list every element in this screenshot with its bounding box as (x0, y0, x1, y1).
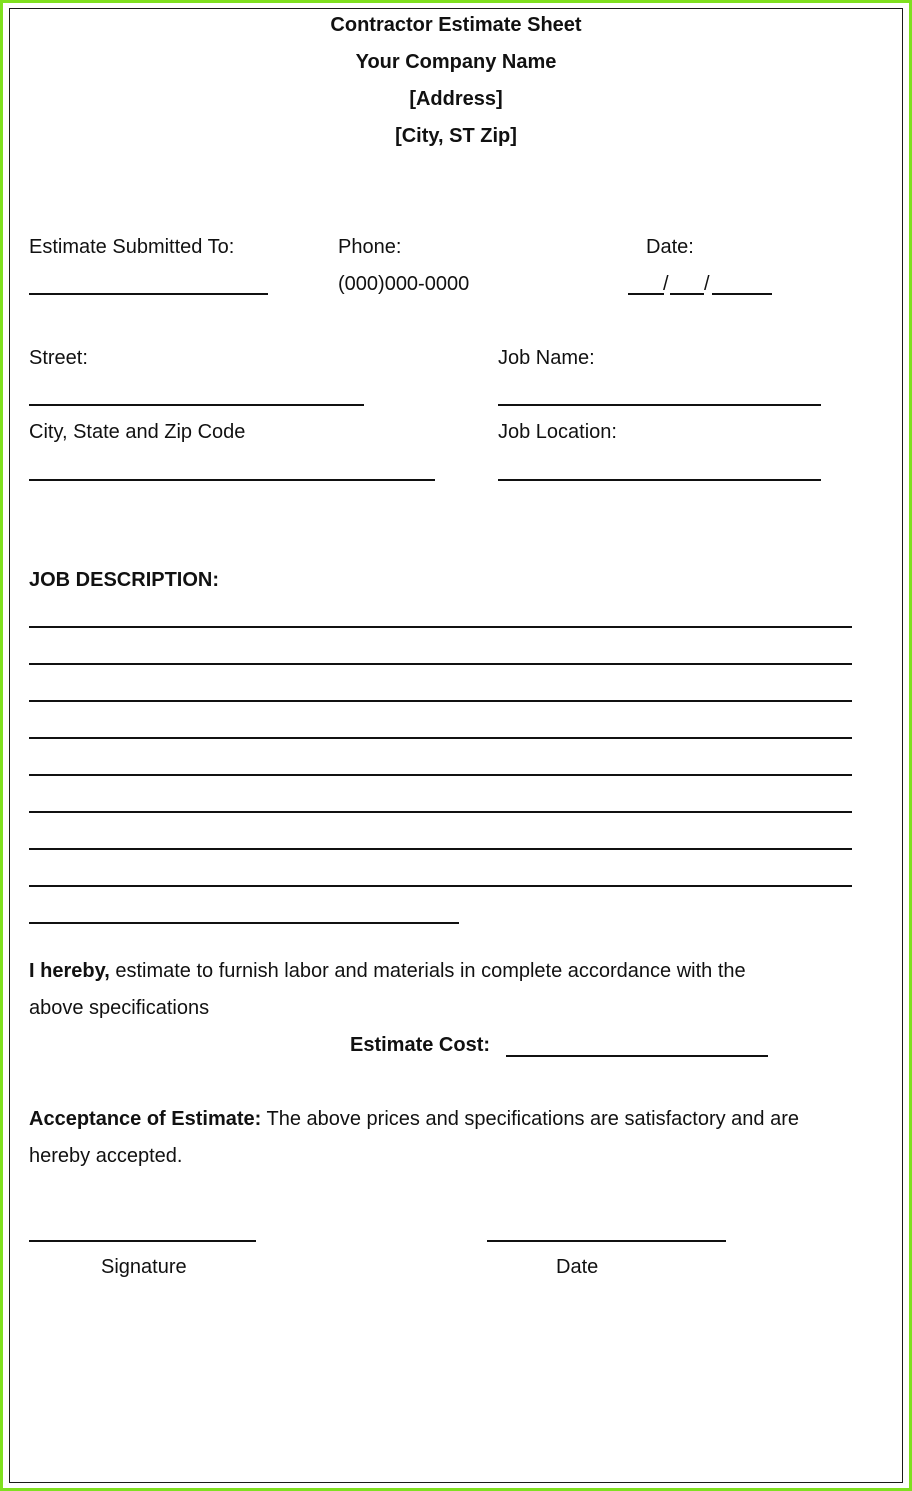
acceptance-text-continued: hereby accepted. (29, 1145, 183, 1167)
job-description-line[interactable] (29, 774, 852, 776)
document-title: Contractor Estimate Sheet (330, 14, 582, 36)
signature-date-label: Date (556, 1256, 599, 1278)
date-separator: / (663, 273, 669, 295)
date-month-line[interactable] (628, 293, 664, 295)
acceptance-statement (29, 1108, 799, 1131)
hereby-statement (29, 960, 746, 983)
acceptance-bold: Acceptance of Estimate: (29, 1108, 262, 1130)
signature-line[interactable] (29, 1240, 256, 1242)
job-description-line[interactable] (29, 700, 852, 702)
date-day-line[interactable] (670, 293, 704, 295)
company-address: [Address] (409, 88, 503, 110)
job-name-label: Job Name: (498, 347, 595, 369)
submitted-to-line[interactable] (29, 293, 268, 295)
job-description-line[interactable] (29, 663, 852, 665)
submitted-to-label: Estimate Submitted To: (29, 236, 235, 258)
job-description-line[interactable] (29, 885, 852, 887)
date-label: Date: (646, 236, 694, 258)
date-year-line[interactable] (712, 293, 772, 295)
hereby-bold: I hereby, (29, 960, 110, 982)
city-state-zip-line[interactable] (29, 479, 435, 481)
estimate-cost-label: Estimate Cost: (350, 1034, 491, 1056)
signature-date-line[interactable] (487, 1240, 726, 1242)
job-location-label: Job Location: (498, 421, 617, 443)
phone-value: (000)000-0000 (338, 273, 470, 295)
street-line[interactable] (29, 404, 364, 406)
hereby-text-continued: above specifications (29, 997, 210, 1019)
company-city: [City, ST Zip] (395, 125, 517, 147)
city-state-zip-label: City, State and Zip Code (29, 421, 246, 443)
acceptance-text: The above prices and specifications are satisfactory and are (261, 1108, 800, 1130)
street-label: Street: (29, 347, 88, 369)
job-description-line[interactable] (29, 737, 852, 739)
job-location-line[interactable] (498, 479, 821, 481)
job-description-line[interactable] (29, 848, 852, 850)
job-description-heading: JOB DESCRIPTION: (29, 569, 220, 591)
job-name-line[interactable] (498, 404, 821, 406)
phone-label: Phone: (338, 236, 402, 258)
job-description-line[interactable] (29, 626, 852, 628)
date-separator: / (704, 273, 710, 295)
company-name: Your Company Name (355, 51, 557, 73)
job-description-line[interactable] (29, 922, 459, 924)
estimate-cost-line[interactable] (506, 1055, 768, 1057)
job-description-line[interactable] (29, 811, 852, 813)
signature-label: Signature (101, 1256, 187, 1278)
hereby-text: estimate to furnish labor and materials in complete accordance with the (109, 960, 746, 982)
